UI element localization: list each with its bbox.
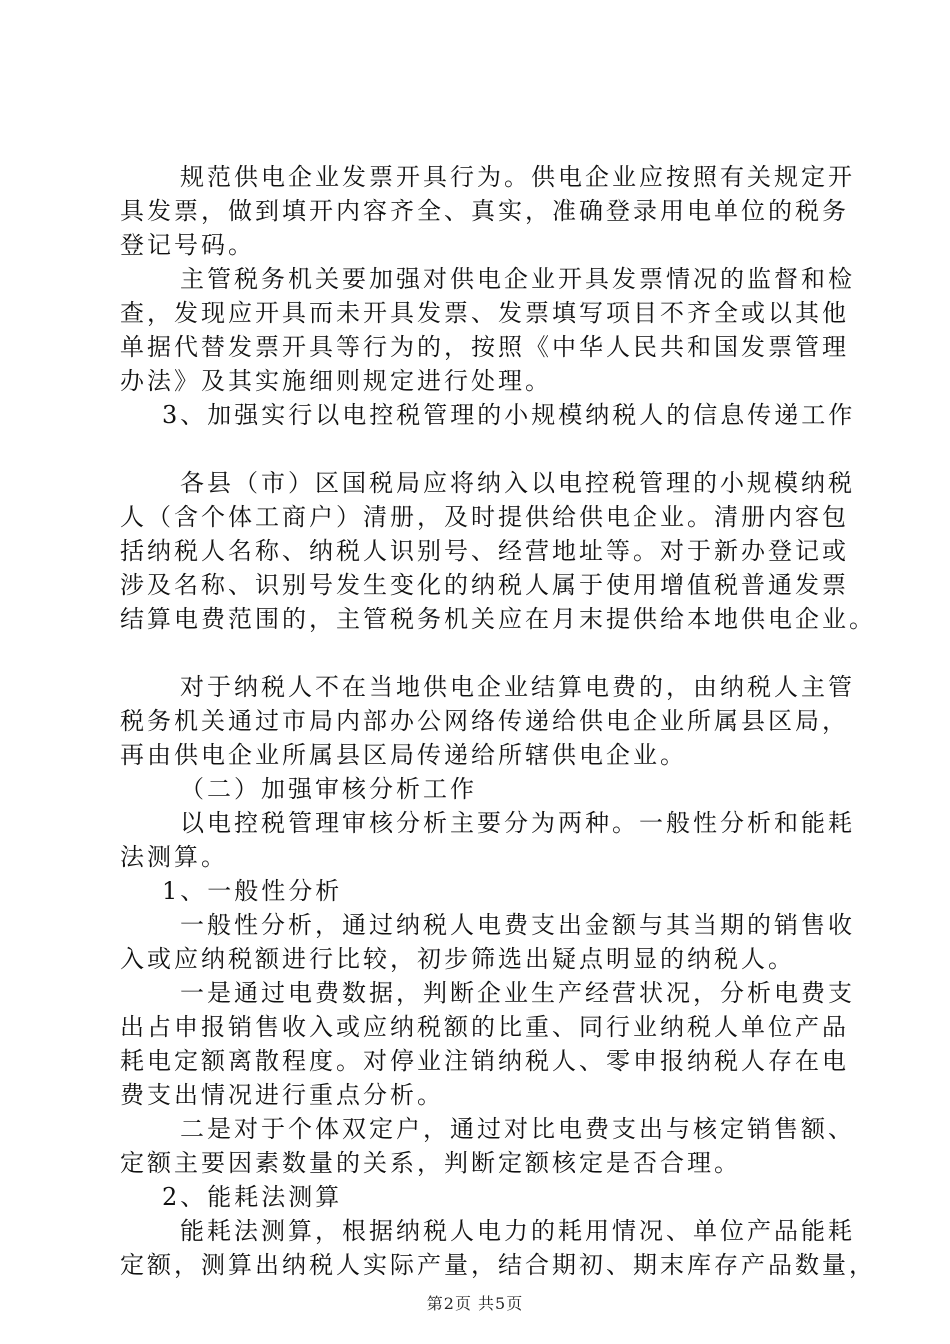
text-line: 涉及名称、识别号发生变化的纳税人属于使用增值税普通发票 [120, 571, 849, 599]
text-line: 人（含个体工商户）清册，及时提供给供电企业。清册内容包 [120, 503, 849, 531]
blank-line [120, 636, 860, 670]
text-line: 再由供电企业所属县区局传递给所辖供电企业。 [120, 741, 687, 769]
page-footer: 第2页 共5页 [426, 1294, 524, 1313]
text-line: 3、加强实行以电控税管理的小规模纳税人的信息传递工作 [162, 401, 856, 429]
text-line: （二）加强审核分析工作 [180, 775, 477, 803]
text-line: 单据代替发票开具等行为的，按照《中华人民共和国发票管理 [120, 333, 849, 361]
text-line: 费支出情况进行重点分析。 [120, 1081, 444, 1109]
text-line: 出占申报销售收入或应纳税额的比重、同行业纳税人单位产品 [120, 1013, 849, 1041]
text-line: 能耗法测算，根据纳税人电力的耗用情况、单位产品能耗 [180, 1217, 855, 1245]
text-line: 对于纳税人不在当地供电企业结算电费的，由纳税人主管 [180, 673, 855, 701]
text-line: 具发票，做到填开内容齐全、真实，准确登录用电单位的税务 [120, 197, 849, 225]
text-line: 税务机关通过市局内部办公网络传递给供电企业所属县区局， [120, 707, 849, 735]
text-line: 一是通过电费数据，判断企业生产经营状况，分析电费支 [180, 979, 855, 1007]
text-line: 定额主要因素数量的关系，判断定额核定是否合理。 [120, 1149, 741, 1177]
text-line: 二是对于个体双定户，通过对比电费支出与核定销售额、 [180, 1115, 855, 1143]
text-line: 各县（市）区国税局应将纳入以电控税管理的小规模纳税 [180, 469, 855, 497]
text-line: 括纳税人名称、纳税人识别号、经营地址等。对于新办登记或 [120, 537, 849, 565]
text-line: 主管税务机关要加强对供电企业开具发票情况的监督和检 [180, 265, 855, 293]
text-line: 入或应纳税额进行比较，初步筛选出疑点明显的纳税人。 [120, 945, 795, 973]
text-line: 办法》及其实施细则规定进行处理。 [120, 367, 552, 395]
text-line: 一般性分析，通过纳税人电费支出金额与其当期的销售收 [180, 911, 855, 939]
text-line: 查，发现应开具而未开具发票、发票填写项目不齐全或以其他 [120, 299, 849, 327]
text-line: 法测算。 [120, 843, 228, 871]
text-line: 规范供电企业发票开具行为。供电企业应按照有关规定开 [180, 163, 855, 191]
text-line: 耗电定额离散程度。对停业注销纳税人、零申报纳税人存在电 [120, 1047, 849, 1075]
blank-line [120, 432, 860, 466]
document-body [120, 160, 876, 1282]
text-line: 结算电费范围的，主管税务机关应在月末提供给本地供电企业。 [120, 605, 876, 633]
text-line: 以电控税管理审核分析主要分为两种。一般性分析和能耗 [180, 809, 855, 837]
text-line: 定额，测算出纳税人实际产量，结合期初、期末库存产品数量， [120, 1251, 876, 1279]
text-line: 登记号码。 [120, 231, 255, 259]
text-line: 1、一般性分析 [162, 877, 343, 905]
text-line: 2、能耗法测算 [162, 1183, 343, 1211]
